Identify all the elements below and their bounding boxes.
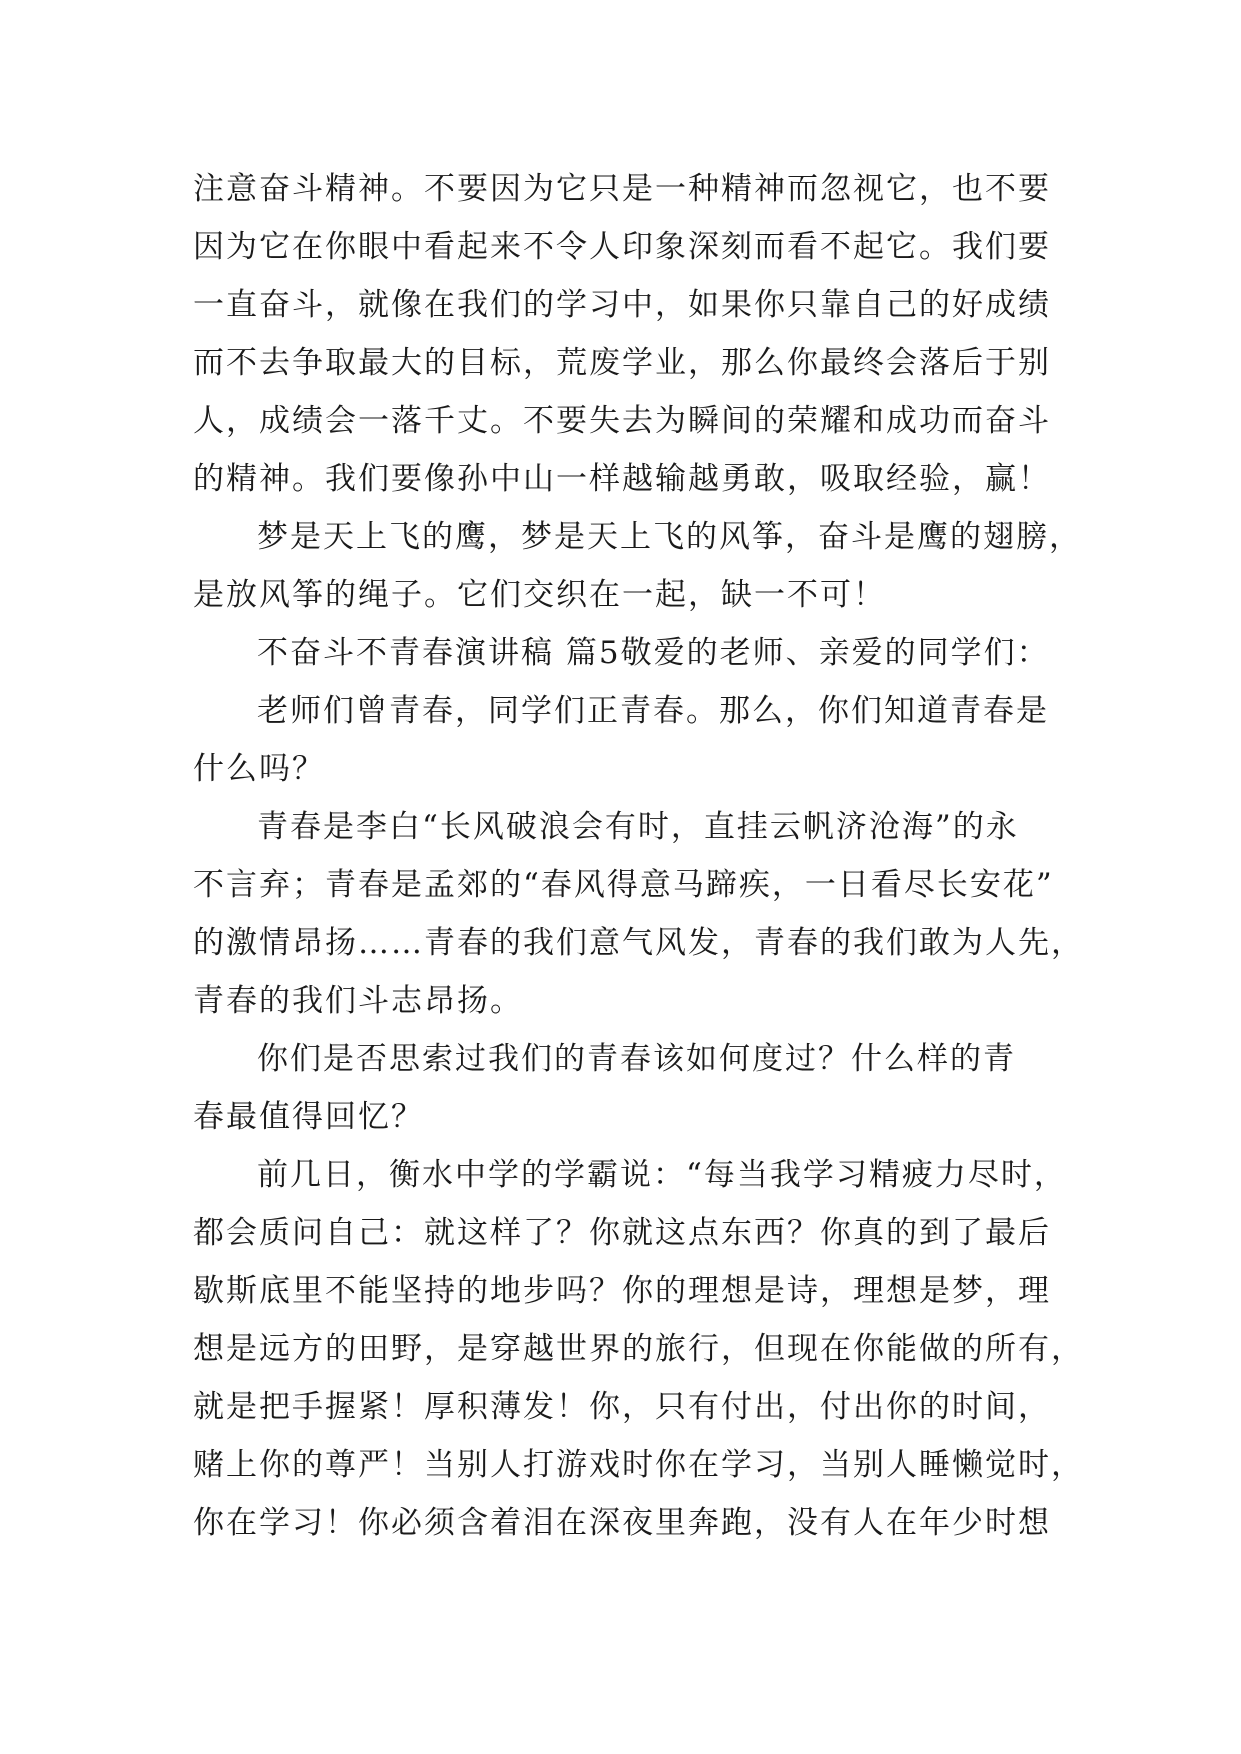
- text-line: 注意奋斗精神。不要因为它只是一种精神而忽视它，也不要: [193, 171, 1051, 207]
- text-line: 的精神。我们要像孙中山一样越输越勇敢，吸取经验，赢！: [193, 461, 1051, 497]
- text-line: 青春是李白“长风破浪会有时，直挂云帆济沧海”的永: [257, 809, 1019, 845]
- text-line: 青春的我们斗志昂扬。: [193, 983, 523, 1019]
- text-line: 歇斯底里不能坚持的地步吗？你的理想是诗，理想是梦，理: [193, 1273, 1051, 1309]
- text-line: 赌上你的尊严！当别人打游戏时你在学习，当别人睡懒觉时，: [193, 1447, 1084, 1483]
- text-line: 就是把手握紧！厚积薄发！你，只有付出，付出你的时间，: [193, 1389, 1051, 1425]
- text-line: 老师们曾青春，同学们正青春。那么，你们知道青春是: [257, 693, 1049, 729]
- text-line: 是放风筝的绳子。它们交织在一起，缺一不可！: [193, 577, 886, 613]
- text-line: 前几日，衡水中学的学霸说：“每当我学习精疲力尽时，: [257, 1157, 1067, 1193]
- text-line: 梦是天上飞的鹰，梦是天上飞的风筝，奋斗是鹰的翅膀，: [257, 519, 1082, 555]
- text-line: 而不去争取最大的目标，荒废学业，那么你最终会落后于别: [193, 345, 1051, 381]
- text-line: 你们是否思索过我们的青春该如何度过？什么样的青: [257, 1041, 1016, 1077]
- section-heading-line: 不奋斗不青春演讲稿 篇5敬爱的老师、亲爱的同学们：: [257, 635, 1050, 671]
- text-line: 你在学习！你必须含着泪在深夜里奔跑，没有人在年少时想: [193, 1505, 1051, 1541]
- text-line: 一直奋斗，就像在我们的学习中，如果你只靠自己的好成绩: [193, 287, 1051, 323]
- text-line: 的激情昂扬……青春的我们意气风发，青春的我们敢为人先，: [193, 925, 1084, 961]
- text-line: 因为它在你眼中看起来不令人印象深刻而看不起它。我们要: [193, 229, 1051, 265]
- text-line: 不言弃；青春是孟郊的“春风得意马蹄疾，一日看尽长安花”: [193, 867, 1054, 903]
- text-line: 春最值得回忆？: [193, 1099, 424, 1135]
- text-line: 人，成绩会一落千丈。不要失去为瞬间的荣耀和成功而奋斗: [193, 403, 1051, 439]
- text-line: 想是远方的田野，是穿越世界的旅行，但现在你能做的所有，: [193, 1331, 1084, 1367]
- speech-text-body: [193, 160, 1084, 1552]
- text-line: 什么吗？: [193, 751, 325, 787]
- text-line: 都会质问自己：就这样了？你就这点东西？你真的到了最后: [193, 1215, 1051, 1251]
